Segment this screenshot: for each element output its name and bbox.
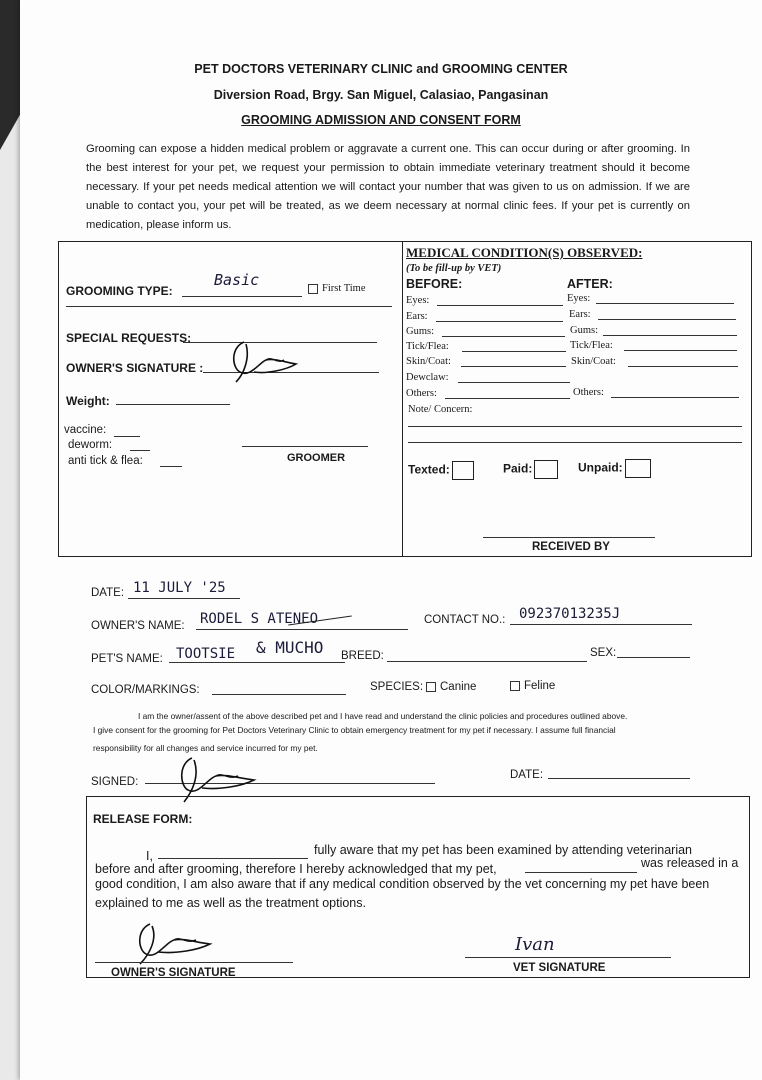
grooming-type-label: GROOMING TYPE: xyxy=(66,284,173,298)
vet-signature-value: Ivan xyxy=(515,934,555,955)
before-tickflea: Tick/Flea: xyxy=(406,341,449,352)
owner-signature-label: OWNER'S SIGNATURE : xyxy=(66,361,204,375)
release-i: I, xyxy=(146,849,153,863)
grooming-row-line xyxy=(66,306,392,307)
release-p2b: was released in a xyxy=(641,856,739,870)
before-skincoat: Skin/Coat: xyxy=(406,356,451,367)
feline-label: Feline xyxy=(524,680,556,692)
after-heading: AFTER: xyxy=(567,277,613,291)
deworm-line xyxy=(130,450,150,451)
note-label: Note/ Concern: xyxy=(408,404,473,415)
consent-line-2: I give consent for the grooming for Pet Doctors Veterinary Clinic to obtain emergency treatment for my pet if necessary. I assume full financial xyxy=(93,725,616,735)
before-dewclaw-line xyxy=(458,382,570,383)
release-owner-signature-mark xyxy=(128,920,218,968)
owner-name-line xyxy=(196,629,408,630)
antitick-label: anti tick & flea: xyxy=(68,455,143,467)
received-by-line xyxy=(483,537,655,538)
date-label: DATE: xyxy=(91,587,125,599)
after-others: Others: xyxy=(573,387,604,398)
pet-name-line xyxy=(169,662,345,663)
consent-date-line xyxy=(548,778,690,779)
groomer-label: GROOMER xyxy=(287,452,346,464)
after-ears: Ears: xyxy=(569,309,591,320)
contact-line xyxy=(510,624,692,625)
before-eyes: Eyes: xyxy=(406,295,430,306)
before-eyes-line xyxy=(437,305,563,306)
after-tickflea-line xyxy=(624,350,737,351)
unpaid-label: Unpaid: xyxy=(578,460,623,475)
first-time-label: First Time xyxy=(322,283,366,294)
release-pet-line xyxy=(525,872,637,873)
sex-label: SEX: xyxy=(590,647,617,659)
pet-name-label: PET'S NAME: xyxy=(91,653,163,665)
owner-name-label: OWNER'S NAME: xyxy=(91,620,185,632)
grooming-type-value: Basic xyxy=(214,271,260,289)
owner-signature-mark-1 xyxy=(226,338,306,386)
medical-title: MEDICAL CONDITION(S) OBSERVED: xyxy=(406,245,643,260)
sex-line xyxy=(617,657,690,658)
weight-line xyxy=(116,404,230,405)
note-line-1 xyxy=(408,426,742,427)
paid-label: Paid: xyxy=(503,461,533,476)
release-name-line xyxy=(158,858,308,859)
clinic-name: PET DOCTORS VETERINARY CLINIC and GROOMING CENTER xyxy=(194,62,568,76)
paid-checkbox[interactable] xyxy=(534,460,558,479)
contact-value: 09237013235J xyxy=(519,606,621,622)
after-ears-line xyxy=(598,319,736,320)
special-requests-label: SPECIAL REQUESTS: xyxy=(66,331,192,345)
signed-label: SIGNED: xyxy=(91,776,139,788)
release-title: RELEASE FORM: xyxy=(93,812,193,826)
unpaid-field[interactable] xyxy=(578,459,651,478)
clinic-address: Diversion Road, Brgy. San Miguel, Calasiao, Pangasinan xyxy=(213,88,549,102)
canine-checkbox[interactable] xyxy=(426,682,436,692)
release-vet-sig-label: VET SIGNATURE xyxy=(513,962,606,974)
after-skincoat-line xyxy=(628,366,738,367)
release-p2a: before and after grooming, therefore I hereby acknowledged that my pet, xyxy=(95,862,497,876)
after-tickflea: Tick/Flea: xyxy=(570,340,613,351)
before-dewclaw: Dewclaw: xyxy=(406,372,449,383)
vet-sig-line xyxy=(465,957,671,958)
consent-date-label: DATE: xyxy=(510,769,544,781)
release-p4: explained to me as well as the treatment options. xyxy=(95,896,366,910)
deworm-label: deworm: xyxy=(68,439,113,451)
before-gums: Gums: xyxy=(406,326,435,337)
first-time-checkbox[interactable] xyxy=(308,284,318,294)
before-ears-line xyxy=(436,321,563,322)
after-skincoat: Skin/Coat: xyxy=(571,356,616,367)
note-line-2 xyxy=(408,442,742,443)
pet-name-value: TOOTSIE xyxy=(176,646,236,662)
before-ears: Ears: xyxy=(406,311,428,322)
paid-field[interactable] xyxy=(503,460,558,479)
texted-checkbox[interactable] xyxy=(452,461,474,480)
color-line xyxy=(212,694,346,695)
vaccine-label: vaccine: xyxy=(64,424,107,436)
canine-label: Canine xyxy=(440,681,477,693)
consent-line-3: responsibility for all changes and service incurred for my pet. xyxy=(93,743,318,753)
grooming-type-line xyxy=(182,296,302,297)
owner-name-value: RODEL S ATENEO xyxy=(200,611,319,627)
box-divider xyxy=(402,241,403,557)
pet-name-extra: & MUCHO xyxy=(256,638,324,657)
vaccine-line xyxy=(114,436,140,437)
after-others-line xyxy=(611,397,739,398)
color-label: COLOR/MARKINGS: xyxy=(91,684,200,696)
breed-label: BREED: xyxy=(341,650,384,662)
form-title: GROOMING ADMISSION AND CONSENT FORM xyxy=(241,113,521,127)
before-others-line xyxy=(445,398,570,399)
first-time-option[interactable] xyxy=(308,283,365,294)
after-gums: Gums: xyxy=(570,325,599,336)
species-canine[interactable] xyxy=(426,681,476,693)
date-value: 11 JULY '25 xyxy=(133,580,226,596)
before-tickflea-line xyxy=(462,351,566,352)
texted-field[interactable] xyxy=(408,461,474,480)
unpaid-checkbox[interactable] xyxy=(625,459,651,478)
antitick-line xyxy=(160,466,182,467)
date-line xyxy=(128,598,240,599)
consent-line-1: I am the owner/assent of the above described pet and I have read and understand the clinic policies and procedures outlined above. xyxy=(138,711,628,721)
breed-line xyxy=(387,661,587,662)
after-eyes-line xyxy=(596,303,734,304)
species-feline[interactable] xyxy=(510,680,555,692)
intro-paragraph: Grooming can expose a hidden medical problem or aggravate a current one. This can occur during or after grooming. In the best interest for your pet, we request your permission to obtain immediate veterinary treatment should it become necessary. If your pet needs medical attention we will contact your number that was given to us on admission. If we are unable to contact you, your pet will be treated, as we deem necessary at normal clinic fees. If your pet is currently on medication, please inform us. xyxy=(86,143,690,231)
before-skincoat-line xyxy=(461,366,566,367)
release-p3: good condition, I am also aware that if any medical condition observed by the vet concerning my pet have been xyxy=(95,877,710,891)
before-gums-line xyxy=(442,336,565,337)
received-by-label: RECEIVED BY xyxy=(532,541,610,553)
groomer-line xyxy=(242,446,368,447)
after-eyes: Eyes: xyxy=(567,293,591,304)
owner-sig-line xyxy=(95,962,293,963)
before-others: Others: xyxy=(406,388,437,399)
before-heading: BEFORE: xyxy=(406,277,463,291)
release-owner-sig-label: OWNER'S SIGNATURE xyxy=(111,967,236,979)
texted-label: Texted: xyxy=(408,462,450,477)
species-label: SPECIES: xyxy=(370,681,424,693)
release-p1: fully aware that my pet has been examined by attending veterinarian xyxy=(314,843,693,857)
weight-label: Weight: xyxy=(66,394,110,408)
medical-subtitle: (To be fill-up by VET) xyxy=(406,263,502,274)
after-gums-line xyxy=(603,335,737,336)
feline-checkbox[interactable] xyxy=(510,681,520,691)
contact-label: CONTACT NO.: xyxy=(424,614,506,626)
